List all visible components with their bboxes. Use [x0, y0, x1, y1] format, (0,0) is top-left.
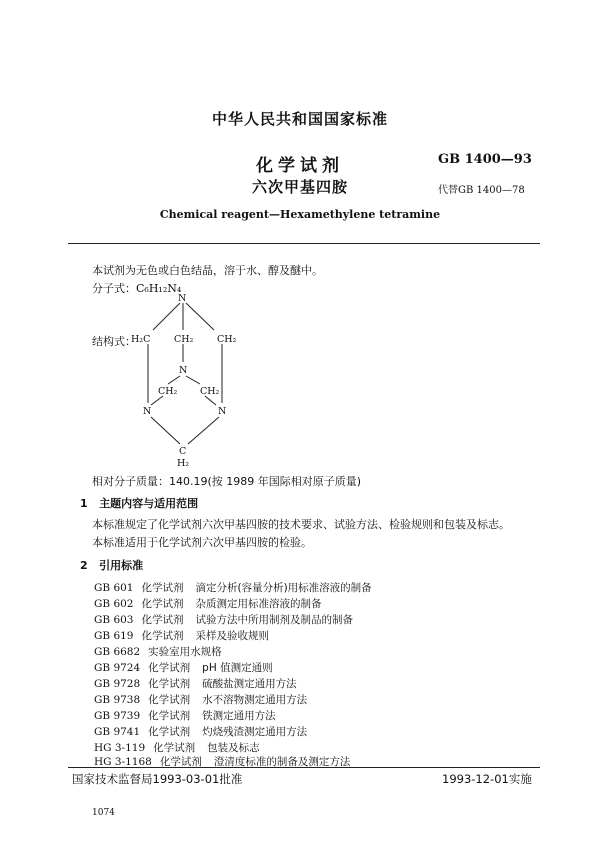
reference-category: 化学试剂	[148, 678, 191, 690]
english-title: Chemical reagent—Hexamethylene tetramine	[159, 208, 441, 221]
atom-ch2-inner-left: CH₂	[158, 386, 178, 397]
section-title: 主题内容与适用范围	[99, 497, 199, 510]
bond-line	[151, 396, 163, 405]
approval-date: 国家技术监督局1993-03-01批准	[72, 772, 243, 786]
atom-ch2-right: CH₂	[217, 334, 237, 345]
atom-n-top: N	[178, 293, 187, 304]
effective-date: 1993-12-01实施	[442, 772, 532, 786]
reference-code: HG 3-119	[94, 742, 146, 754]
reference-category: 化学试剂	[159, 756, 202, 768]
reference-item	[94, 612, 353, 628]
bond-line	[205, 396, 216, 405]
reference-category: 化学试剂	[141, 614, 184, 626]
reference-title: 滴定分析(容量分析)用标准溶液的制备	[195, 582, 372, 594]
reference-title: 包装及标志	[207, 742, 260, 754]
standard-org-title: 中华人民共和国国家标准	[211, 110, 388, 128]
reference-title: 澄清度标准的制备及测定方法	[213, 756, 351, 768]
structure-label: 结构式：	[92, 335, 136, 348]
reference-title: 水不溶物测定通用方法	[202, 694, 308, 706]
reference-title: 试验方法中所用制剂及制品的制备	[195, 614, 353, 626]
reference-category: 化学试剂	[148, 694, 191, 706]
reference-code: GB 9724	[94, 662, 141, 674]
reference-code: GB 6682	[94, 646, 141, 658]
document-subtitle: 六次甲基四胺	[251, 178, 348, 196]
reference-title: 采样及验收规则	[195, 630, 269, 642]
reference-title: 铁测定通用方法	[202, 710, 276, 722]
reference-item	[94, 724, 307, 740]
reference-item	[94, 580, 372, 596]
atom-n-right: N	[218, 406, 227, 417]
reference-code: GB 9728	[94, 678, 141, 690]
standard-code: GB 1400—93	[438, 152, 532, 167]
reference-title: 实验室用水规格	[148, 646, 222, 658]
bond-line	[153, 303, 180, 330]
section-1-heading	[80, 495, 198, 511]
reference-category: 化学试剂	[148, 726, 191, 738]
atom-n-center: N	[179, 365, 188, 376]
section-1-paragraph: 本标准适用于化学试剂六次甲基四胺的检验。	[92, 536, 312, 549]
bond-line	[168, 376, 180, 384]
reference-item	[94, 644, 222, 660]
reference-item	[94, 708, 276, 724]
section-number: 1	[80, 497, 88, 510]
reference-code: HG 3-1168	[94, 756, 152, 768]
bond-line	[188, 417, 219, 444]
reference-title: pH 值测定通则	[202, 662, 273, 674]
reference-item	[94, 628, 269, 644]
replaces-standard: 代替GB 1400—78	[438, 185, 525, 196]
section-title: 引用标准	[99, 559, 144, 572]
molar-mass: 相对分子质量：140.19(按 1989 年国际相对原子质量)	[92, 475, 362, 488]
page-number: 1074	[92, 808, 115, 818]
section-1-paragraph: 本标准规定了化学试剂六次甲基四胺的技术要求、试验方法、检验规则和包装及标志。	[92, 518, 510, 531]
reference-category: 化学试剂	[141, 630, 184, 642]
reference-code: GB 9739	[94, 710, 141, 722]
reference-title: 硫酸盐测定通用方法	[202, 678, 297, 690]
atom-ch2-inner-right: CH₂	[200, 386, 220, 397]
atom-c-bottom: C	[179, 446, 187, 457]
reference-item	[94, 660, 273, 676]
reference-category: 化学试剂	[153, 742, 196, 754]
reference-category: 化学试剂	[148, 662, 191, 674]
atom-h2-bottom: H₂	[177, 458, 190, 469]
reference-title: 杂质测定用标准溶液的制备	[195, 598, 322, 610]
reference-category: 化学试剂	[141, 598, 184, 610]
reference-category: 化学试剂	[141, 582, 184, 594]
reference-code: GB 603	[94, 614, 134, 626]
reference-item	[94, 596, 321, 612]
reagent-description: 本试剂为无色或白色结晶，溶于水、醇及醚中。	[92, 264, 323, 277]
reference-category: 化学试剂	[148, 710, 191, 722]
reference-code: GB 602	[94, 598, 134, 610]
reference-item	[94, 692, 307, 708]
section-number: 2	[80, 559, 88, 572]
formula-label: 分子式：	[92, 282, 136, 295]
section-2-heading	[80, 557, 143, 573]
formula-value: C₆H₁₂N₄	[136, 282, 182, 295]
reference-code: GB 9738	[94, 694, 141, 706]
atom-ch2-mid: CH₂	[174, 334, 194, 345]
bond-line	[186, 303, 214, 330]
reference-item	[94, 676, 297, 692]
document-title: 化学试剂	[256, 156, 344, 176]
reference-code: GB 9741	[94, 726, 141, 738]
atom-h2c-left: H₂C	[131, 334, 151, 345]
bond-line	[186, 376, 200, 384]
atom-n-left: N	[143, 406, 152, 417]
reference-title: 灼烧残渣测定通用方法	[202, 726, 308, 738]
reference-code: GB 619	[94, 630, 134, 642]
footer-divider	[68, 767, 540, 768]
bond-line	[151, 417, 180, 444]
reference-code: GB 601	[94, 582, 134, 594]
